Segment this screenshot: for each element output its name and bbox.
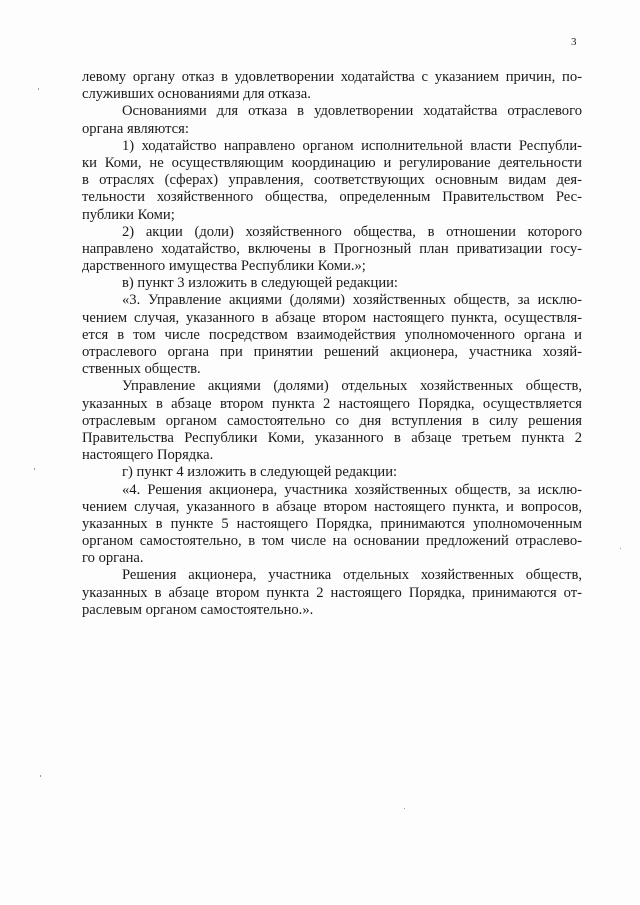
text-line: дарственного имущества Республики Коми.»;: [82, 258, 366, 275]
text-line: органом самостоятельно, в том числе на основании предложений отраслево-: [82, 533, 582, 550]
text-line: ется в том числе посредством взаимодействия уполномоченного органа и: [82, 326, 582, 343]
text-line: чением случая, указанного в абзаце втором настоящего пункта, и вопросов,: [82, 498, 582, 515]
text-line: направлено ходатайство, включены в Прогнозный план приватизации госу-: [82, 240, 582, 257]
scan-dot: [34, 468, 35, 470]
text-line: го органа.: [82, 550, 144, 567]
text-line: г) пункт 4 изложить в следующей редакции:: [122, 464, 398, 481]
text-line: левому органу отказ в удовлетворении ходатайства с указанием причин, по-: [82, 69, 582, 85]
text-line: указанных в пункте 5 настоящего Порядка, принимаются уполномоченным: [82, 515, 582, 532]
text-line: указанных в абзаце втором пункта 2 настоящего Порядка, осуществляется: [82, 395, 582, 412]
text-line: отраслевым органом самостоятельно со дня вступления в силу решения: [82, 412, 582, 429]
text-line: в) пункт 3 изложить в следующей редакции:: [122, 275, 398, 292]
text-line: «3. Управление акциями (долями) хозяйственных обществ, за исклю-: [122, 292, 582, 309]
text-line: ки Коми, не осуществляющим координацию и регулирование деятельности: [82, 154, 582, 171]
text-line: настоящего Порядка.: [82, 447, 214, 464]
text-line: в отраслях (сферах) управления, соответствующих основным видам дея-: [82, 172, 582, 189]
text-line: тельности хозяйственного общества, определенным Правительством Рес-: [82, 189, 582, 206]
text-line: 1) ходатайство направлено органом исполнительной власти Республи-: [122, 137, 582, 154]
text-line: «4. Решения акционера, участника хозяйственных обществ, за исклю-: [122, 481, 582, 498]
text-line: служивших основаниями для отказа.: [82, 86, 311, 103]
text-line: публики Коми;: [82, 206, 175, 223]
text-line: раслевым органом самостоятельно.».: [82, 601, 314, 618]
text-line: ственных обществ.: [82, 361, 201, 378]
text-line: 2) акции (доли) хозяйственного общества, в отношении которого: [122, 223, 582, 240]
page-number: 3: [571, 36, 577, 48]
scan-dot: [38, 88, 39, 90]
text-line: Управление акциями (долями) отдельных хозяйственных обществ,: [122, 378, 582, 395]
text-line: указанных в абзаце втором пункта 2 настоящего Порядка, принимаются от-: [82, 584, 582, 601]
scan-dot: [620, 548, 621, 549]
text-line: Правительства Республики Коми, указанного в абзаце третьем пункта 2: [82, 429, 582, 446]
text-line: Основаниями для отказа в удовлетворении ходатайства отраслевого: [122, 103, 582, 120]
text-line: органа являются:: [82, 120, 189, 137]
document-body: [82, 69, 582, 619]
text-line: чением случая, указанного в абзаце втором настоящего пункта, осуществля-: [82, 309, 582, 326]
scan-dot: [40, 775, 41, 777]
text-line: Решения акционера, участника отдельных хозяйственных обществ,: [122, 567, 582, 584]
scan-dot: [404, 808, 405, 809]
text-line: отраслевого органа при принятии решений акционера, участника хозяй-: [82, 344, 582, 360]
